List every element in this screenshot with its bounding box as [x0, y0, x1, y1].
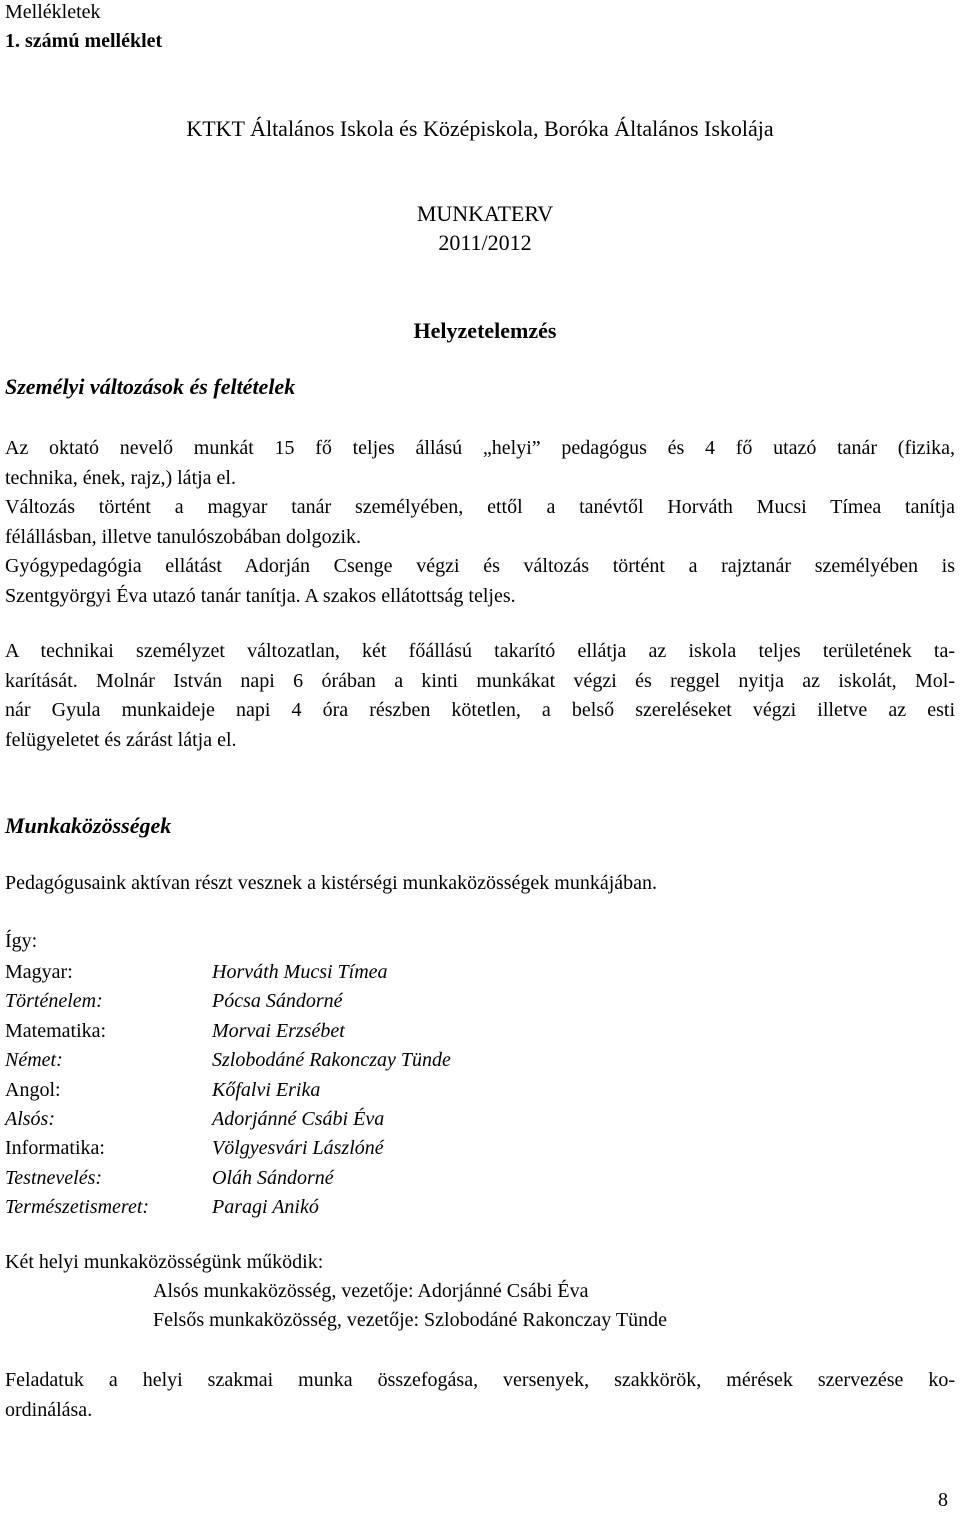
annex-group-label: Mellékletek [5, 1, 101, 23]
paragraph-line: Feladatuk a helyi szakmai munka összefogása, versenyek, szakkörök, mérések szervezése ko- [5, 1369, 955, 1391]
annex-title: 1. számú melléklet [5, 30, 163, 52]
paragraph-line: ordinálása. [5, 1398, 93, 1421]
plan-year: 2011/2012 [438, 230, 532, 255]
school-title: KTKT Általános Iskola és Középiskola, Boróka Általános Iskolája [186, 116, 774, 141]
paragraph-line: technika, ének, rajz,) látja el. [5, 466, 236, 489]
subject-label: Matematika: [5, 1019, 107, 1042]
paragraph-line: karítását. Molnár István napi 6 órában a kinti munkákat végzi és reggel nyitja az iskolát, Mol- [5, 669, 955, 692]
subject-label: Német: [5, 1049, 63, 1072]
subject-row [5, 1105, 705, 1134]
subject-label: Természetismeret: [5, 1196, 150, 1219]
paragraph-line: Szentgyörgyi Éva utazó tanár tanítja. A szakos ellátottság teljes. [5, 584, 516, 607]
local-community-item: Alsós munkaközösség, vezetője: Adorjánné Csábi Éva [153, 1280, 589, 1302]
list-intro: Így: [5, 930, 38, 952]
page-number: 8 [938, 1489, 948, 1511]
subject-row [5, 1076, 705, 1105]
subject-label: Informatika: [5, 1137, 105, 1160]
paragraph-line: félállásban, illetve tanulószobában dolgozik. [5, 525, 361, 548]
personnel-heading: Személyi változások és feltételek [5, 374, 296, 399]
communities-heading: Munkaközösségek [5, 813, 172, 838]
situation-heading: Helyzetelemzés [413, 318, 557, 343]
paragraph-line: Az oktató nevelő munkát 15 fő teljes állású „helyi” pedagógus és 4 fő utazó tanár (fizika, [5, 437, 955, 459]
subject-label: Magyar: [5, 961, 73, 983]
teacher-name: Szlobodáné Rakonczay Tünde [212, 1049, 451, 1072]
teacher-name: Paragi Anikó [212, 1196, 319, 1219]
teacher-name: Pócsa Sándorné [212, 990, 343, 1013]
plan-title: MUNKATERV [416, 201, 554, 226]
subject-row [5, 987, 705, 1016]
teacher-name: Oláh Sándorné [212, 1166, 334, 1189]
subject-row [5, 958, 705, 987]
subject-row [5, 1164, 705, 1193]
local-community-item: Felsős munkaközösség, vezetője: Szlobodáné Rakonczay Tünde [153, 1309, 667, 1331]
subject-row [5, 1046, 705, 1075]
subject-label: Testnevelés: [5, 1166, 103, 1189]
teacher-name: Horváth Mucsi Tímea [212, 961, 388, 983]
paragraph-line: felügyeletet és zárást látja el. [5, 728, 237, 751]
paragraph-tasks [5, 1366, 955, 1425]
paragraph-line: nár Gyula munkaideje napi 4 óra részben kötetlen, a belső szereléseket végzi illetve az esti [5, 699, 955, 721]
paragraph-line: Gyógypedagógia ellátást Adorján Csenge végzi és változás történt a rajztanár személyében is [5, 555, 955, 577]
teacher-name: Kőfalvi Erika [212, 1078, 321, 1101]
subject-row [5, 1193, 705, 1222]
subject-row [5, 1134, 705, 1163]
subject-label: Történelem: [5, 990, 103, 1013]
teacher-name: Adorjánné Csábi Éva [212, 1108, 385, 1130]
subject-label: Angol: [5, 1078, 61, 1101]
subject-row [5, 1017, 705, 1046]
paragraph-technical-staff [5, 637, 955, 755]
communities-intro: Pedagógusaink aktívan részt vesznek a kistérségi munkaközösségek munkájában. [5, 872, 658, 894]
teacher-name: Völgyesvári Lászlóné [212, 1137, 384, 1160]
paragraph-line: Változás történt a magyar tanár személyében, ettől a tanévtől Horváth Mucsi Tímea tanítja [5, 496, 955, 518]
subject-label: Alsós: [5, 1108, 55, 1130]
paragraph-line: A technikai személyzet változatlan, két főállású takarító ellátja az iskola teljes területének ta- [5, 640, 955, 662]
teacher-name: Morvai Erzsébet [212, 1019, 345, 1042]
paragraph-staff [5, 434, 955, 611]
local-communities-intro: Két helyi munkaközösségünk működik: [5, 1251, 324, 1273]
